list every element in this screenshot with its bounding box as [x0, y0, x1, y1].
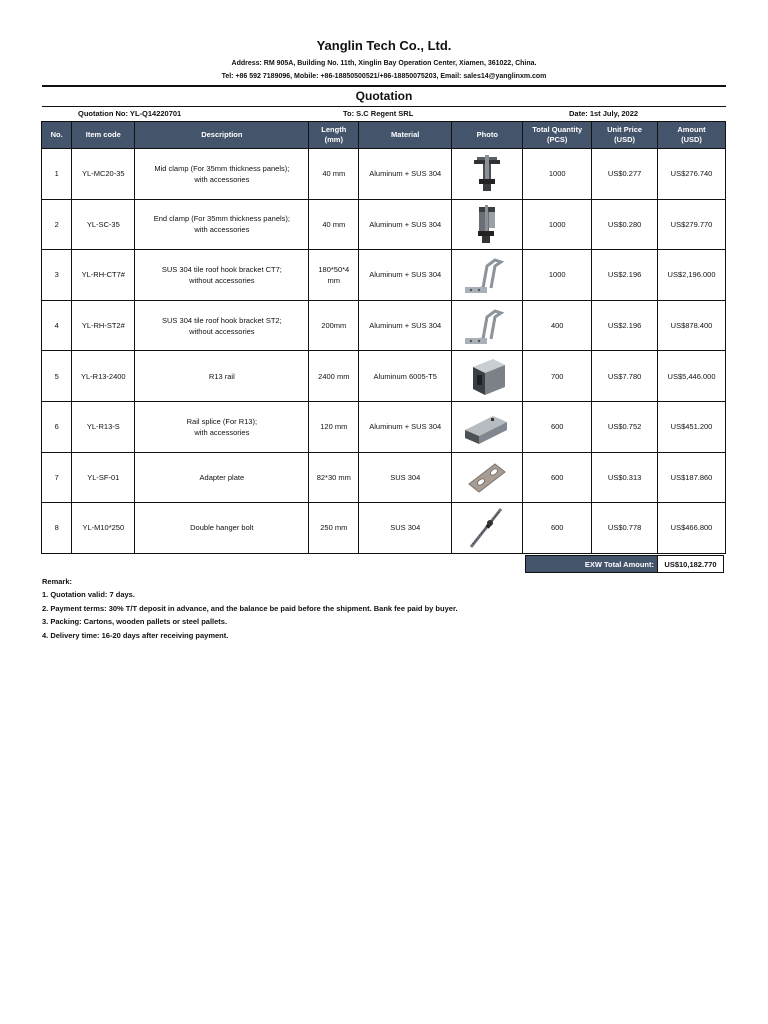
cell-description — [135, 199, 309, 250]
document-title: Quotation — [355, 89, 413, 103]
cell-unit-price: US$0.752 — [592, 401, 658, 452]
header-amount-line1: Amount — [677, 125, 706, 134]
roof-hook-icon — [452, 252, 522, 298]
cell-item-code: YL-SF-01 — [72, 452, 135, 503]
cell-description — [135, 149, 309, 200]
cell-no: 3 — [42, 250, 72, 301]
cell-material: SUS 304 — [359, 452, 452, 503]
header-material: Material — [359, 122, 452, 149]
cell-item-code: YL-R13-S — [72, 401, 135, 452]
cell-amount: US$2,196.000 — [658, 250, 726, 301]
description-line1: R13 rail — [208, 371, 235, 381]
cell-item-code: YL-MC20-35 — [72, 149, 135, 200]
cell-length: 200mm — [309, 300, 359, 351]
remarks-heading: Remark: — [42, 577, 73, 586]
table-row — [42, 149, 726, 200]
cell-material: SUS 304 — [359, 503, 452, 554]
rail-icon — [452, 353, 522, 399]
cell-description — [135, 351, 309, 402]
remarks-section — [42, 575, 458, 642]
table-row — [42, 351, 726, 402]
mid-clamp-icon — [452, 151, 522, 197]
description-line1: SUS 304 tile roof hook bracket CT7; — [161, 264, 282, 274]
cell-no: 8 — [42, 503, 72, 554]
description-line2: with accessories — [194, 427, 250, 437]
cell-description — [135, 250, 309, 301]
header-divider — [42, 85, 726, 87]
table-row — [42, 401, 726, 452]
cell-unit-price: US$0.313 — [592, 452, 658, 503]
cell-item-code: YL-R13-2400 — [72, 351, 135, 402]
cell-length: 40 mm — [309, 199, 359, 250]
header-quantity-line1: Total Quantity — [532, 125, 583, 134]
header-description: Description — [135, 122, 309, 149]
cell-photo — [452, 351, 523, 402]
header-unit-price-line2: (USD) — [614, 135, 636, 144]
cell-description — [135, 503, 309, 554]
cell-description — [135, 401, 309, 452]
cell-quantity: 1000 — [523, 199, 592, 250]
cell-amount: US$451.200 — [658, 401, 726, 452]
table-header-row — [42, 122, 726, 149]
cell-material: Aluminum + SUS 304 — [359, 250, 452, 301]
company-contact: Tel: +86 592 7189096, Mobile: +86-18850500521/+86-18850075203, Email: sales14@yanglinxm.com — [221, 73, 547, 80]
cell-length: 82*30 mm — [309, 452, 359, 503]
cell-no: 4 — [42, 300, 72, 351]
description-line2: with accessories — [194, 174, 250, 184]
rail-splice-icon — [452, 404, 522, 450]
cell-unit-price: US$2.196 — [592, 250, 658, 301]
cell-quantity: 700 — [523, 351, 592, 402]
table-row — [42, 503, 726, 554]
cell-photo — [452, 401, 523, 452]
total-box — [525, 555, 724, 573]
cell-quantity: 400 — [523, 300, 592, 351]
cell-item-code: YL-M10*250 — [72, 503, 135, 554]
remark-item: 1. Quotation valid: 7 days. — [42, 590, 135, 600]
cell-material: Aluminum + SUS 304 — [359, 199, 452, 250]
cell-length: 180*50*4 mm — [309, 250, 359, 301]
adapter-plate-icon — [452, 454, 522, 500]
cell-photo — [452, 452, 523, 503]
description-line2: without accessories — [189, 326, 255, 336]
cell-item-code: YL-SC-35 — [72, 199, 135, 250]
company-name: Yanglin Tech Co., Ltd. — [316, 38, 452, 53]
cell-quantity: 600 — [523, 401, 592, 452]
company-address: Address: RM 905A, Building No. 11th, Xinglin Bay Operation Center, Xiamen, 361022, China. — [231, 60, 537, 67]
cell-no: 6 — [42, 401, 72, 452]
cell-no: 5 — [42, 351, 72, 402]
cell-length: 40 mm — [309, 149, 359, 200]
cell-length: 250 mm — [309, 503, 359, 554]
cell-material: Aluminum 6005-T5 — [359, 351, 452, 402]
cell-photo — [452, 149, 523, 200]
end-clamp-icon — [452, 201, 522, 247]
cell-material: Aluminum + SUS 304 — [359, 300, 452, 351]
cell-amount: US$466.800 — [658, 503, 726, 554]
cell-photo — [452, 300, 523, 351]
recipient: To: S.C Regent SRL — [343, 109, 414, 118]
table-row — [42, 199, 726, 250]
cell-amount: US$187.860 — [658, 452, 726, 503]
cell-material: Aluminum + SUS 304 — [359, 401, 452, 452]
header-no: No. — [42, 122, 72, 149]
cell-amount: US$279.770 — [658, 199, 726, 250]
quotation-table — [41, 121, 726, 554]
cell-unit-price: US$2.196 — [592, 300, 658, 351]
description-line1: Double hanger bolt — [190, 523, 254, 533]
cell-length: 2400 mm — [309, 351, 359, 402]
quotation-number: Quotation No: YL-Q14220701 — [78, 109, 182, 118]
cell-unit-price: US$7.780 — [592, 351, 658, 402]
header-photo: Photo — [452, 122, 523, 149]
cell-no: 2 — [42, 199, 72, 250]
remark-item: 4. Delivery time: 16-20 days after receiving payment. — [42, 630, 229, 640]
description-line1: Rail splice (For R13); — [186, 416, 258, 426]
header-amount-line2: (USD) — [681, 135, 702, 144]
remark-item: 2. Payment terms: 30% T/T deposit in advance, and the balance be paid before the shipment. Bank fee paid by buyer. — [42, 603, 458, 613]
header-item-code: Item code — [72, 122, 135, 149]
cell-item-code: YL-RH-ST2# — [72, 300, 135, 351]
roof-hook-icon — [452, 303, 522, 349]
cell-length: 120 mm — [309, 401, 359, 452]
header-amount — [658, 122, 726, 149]
cell-photo — [452, 250, 523, 301]
description-line2: with accessories — [194, 225, 250, 235]
description-line1: End clamp (For 35mm thickness panels); — [153, 214, 290, 224]
cell-unit-price: US$0.277 — [592, 149, 658, 200]
description-line2: without accessories — [189, 275, 255, 285]
cell-quantity: 600 — [523, 503, 592, 554]
header-quantity — [523, 122, 592, 149]
cell-unit-price: US$0.280 — [592, 199, 658, 250]
cell-quantity: 1000 — [523, 149, 592, 200]
header-length-line1: Length — [321, 125, 347, 134]
table-row — [42, 300, 726, 351]
cell-amount: US$276.740 — [658, 149, 726, 200]
cell-photo — [452, 503, 523, 554]
description-line1: SUS 304 tile roof hook bracket ST2; — [162, 315, 282, 325]
remark-item: 3. Packing: Cartons, wooden pallets or steel pallets. — [42, 617, 228, 627]
cell-unit-price: US$0.778 — [592, 503, 658, 554]
cell-amount: US$878.400 — [658, 300, 726, 351]
title-divider — [42, 106, 726, 107]
cell-photo — [452, 199, 523, 250]
table-row — [42, 452, 726, 503]
cell-description — [135, 452, 309, 503]
cell-description — [135, 300, 309, 351]
header-unit-price — [592, 122, 658, 149]
hanger-bolt-icon — [452, 505, 522, 551]
total-label: EXW Total Amount: — [526, 556, 658, 573]
cell-quantity: 1000 — [523, 250, 592, 301]
cell-no: 7 — [42, 452, 72, 503]
cell-item-code: YL-RH-CT7# — [72, 250, 135, 301]
description-line1: Mid clamp (For 35mm thickness panels); — [154, 163, 290, 173]
header-length-line2: (mm) — [324, 135, 343, 144]
quotation-date: Date: 1st July, 2022 — [569, 109, 639, 118]
header-unit-price-line1: Unit Price — [607, 125, 643, 134]
cell-amount: US$5,446.000 — [658, 351, 726, 402]
cell-material: Aluminum + SUS 304 — [359, 149, 452, 200]
header-length — [309, 122, 359, 149]
header-quantity-line2: (PCS) — [547, 135, 568, 144]
cell-no: 1 — [42, 149, 72, 200]
total-value: US$10,182.770 — [658, 556, 724, 573]
description-line1: Adapter plate — [199, 472, 245, 482]
cell-quantity: 600 — [523, 452, 592, 503]
table-row — [42, 250, 726, 301]
